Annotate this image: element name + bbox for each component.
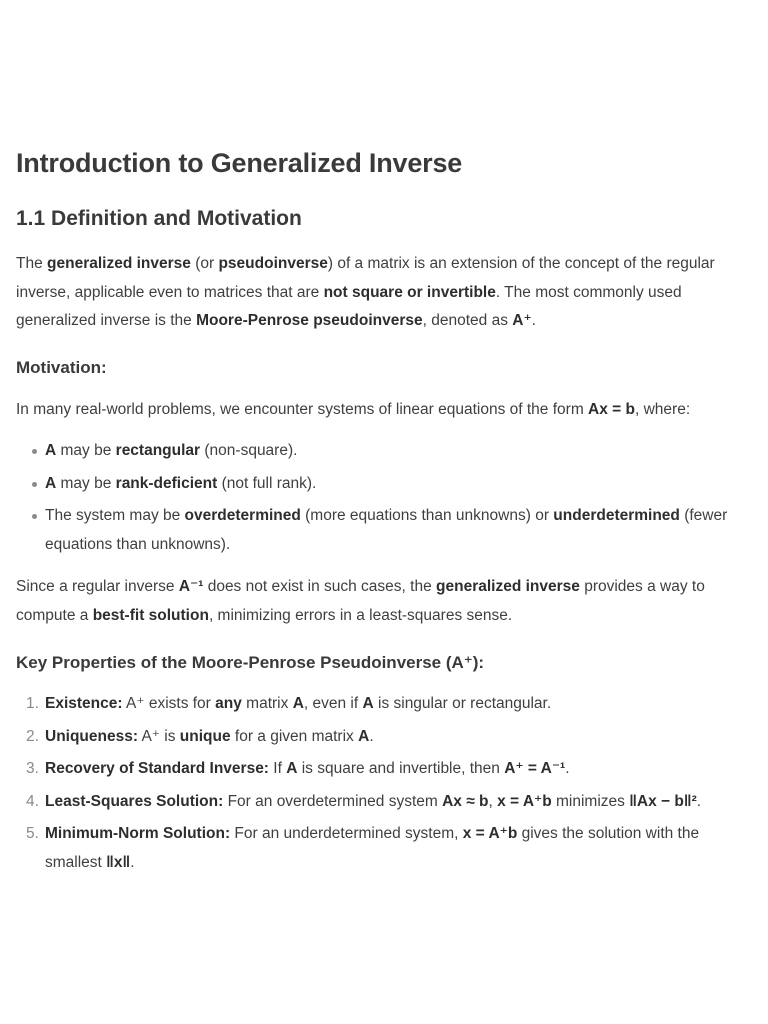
emphasis: generalized inverse bbox=[47, 255, 191, 272]
property-label: Least-Squares Solution: bbox=[45, 792, 224, 810]
text: may be bbox=[56, 474, 116, 492]
emphasis: overdetermined bbox=[184, 507, 301, 524]
emphasis: Ax ≈ b bbox=[442, 792, 489, 810]
text: for a given matrix bbox=[230, 727, 359, 745]
list-item bbox=[16, 690, 768, 719]
text: minimizes bbox=[551, 792, 630, 810]
property-label: Recovery of Standard Inverse: bbox=[45, 760, 269, 777]
emphasis: A bbox=[45, 474, 57, 492]
property-label: Uniqueness: bbox=[45, 727, 139, 745]
list-item-line-1 bbox=[45, 820, 768, 849]
text: ) of a matrix is an extension of the concept of the regular bbox=[327, 255, 715, 272]
closing-line-1 bbox=[16, 573, 705, 602]
text: , even if bbox=[303, 695, 363, 712]
intro-line-2 bbox=[16, 279, 715, 308]
list-item bbox=[16, 437, 768, 466]
text: (or bbox=[190, 255, 219, 272]
text: generalized inverse is the bbox=[16, 312, 197, 329]
list-item bbox=[16, 788, 768, 817]
page-title: Introduction to Generalized Inverse bbox=[16, 148, 463, 178]
text: (not full rank). bbox=[217, 474, 317, 492]
list-number: 3. bbox=[26, 760, 39, 777]
emphasis: unique bbox=[179, 727, 231, 745]
emphasis: best-fit solution bbox=[92, 606, 209, 624]
text: provides a way to bbox=[579, 578, 705, 595]
emphasis: A bbox=[358, 727, 370, 745]
properties-heading: Key Properties of the Moore-Penrose Pseudoinverse (A⁺): bbox=[16, 653, 485, 672]
emphasis: ‖Ax − b‖² bbox=[629, 792, 697, 810]
list-number: 1. bbox=[26, 695, 39, 712]
text: smallest bbox=[45, 853, 107, 871]
text: matrix bbox=[241, 695, 293, 712]
text: compute a bbox=[16, 606, 93, 624]
text: . bbox=[130, 853, 135, 871]
intro-paragraph bbox=[16, 250, 715, 336]
text: For an underdetermined system, bbox=[230, 825, 463, 842]
emphasis: Ax = b bbox=[588, 401, 635, 418]
emphasis: rectangular bbox=[115, 442, 201, 459]
closing-paragraph bbox=[16, 573, 705, 630]
text: (more equations than unknowns) or bbox=[300, 507, 554, 524]
text: , bbox=[488, 792, 498, 810]
emphasis: any bbox=[215, 695, 242, 712]
text: The system may be bbox=[45, 507, 185, 524]
emphasis: x = A⁺b bbox=[462, 825, 518, 842]
section-heading: 1.1 Definition and Motivation bbox=[16, 207, 302, 230]
emphasis: generalized inverse bbox=[436, 578, 580, 595]
emphasis: A⁺ bbox=[512, 312, 532, 329]
list-number: 5. bbox=[26, 825, 39, 842]
text: is singular or rectangular. bbox=[373, 695, 552, 712]
text: (fewer bbox=[679, 507, 728, 524]
emphasis: x = A⁺b bbox=[497, 792, 552, 810]
list-item bbox=[16, 470, 768, 499]
text: (non-square). bbox=[200, 442, 298, 459]
text: In many real-world problems, we encounter systems of linear equations of the form bbox=[16, 401, 589, 418]
document bbox=[16, 145, 768, 871]
text: . bbox=[369, 727, 374, 745]
text: may be bbox=[56, 442, 116, 459]
list-item bbox=[16, 723, 768, 752]
intro-line-1 bbox=[16, 250, 715, 279]
motivation-bullet-list bbox=[16, 437, 768, 559]
emphasis: Moore-Penrose pseudoinverse bbox=[196, 312, 423, 329]
text: , where: bbox=[635, 401, 691, 418]
text: If bbox=[268, 760, 287, 777]
properties-list bbox=[16, 690, 768, 877]
text: For an overdetermined system bbox=[223, 792, 443, 810]
text: . bbox=[696, 792, 702, 810]
text: does not exist in such cases, the bbox=[203, 578, 437, 595]
text: A⁺ exists for bbox=[122, 695, 216, 712]
list-item bbox=[16, 502, 768, 559]
emphasis: A bbox=[292, 695, 304, 712]
emphasis: not square or invertible bbox=[323, 283, 496, 301]
list-item-line-2: equations than unknowns). bbox=[45, 535, 231, 553]
motivation-lead-line bbox=[16, 396, 690, 425]
emphasis: pseudoinverse bbox=[218, 255, 328, 272]
text: , minimizing errors in a least-squares sense. bbox=[208, 606, 513, 624]
text: , denoted as bbox=[422, 312, 513, 329]
emphasis: A⁻¹ bbox=[178, 578, 204, 595]
list-number: 2. bbox=[26, 727, 39, 745]
emphasis: ‖x‖ bbox=[106, 853, 131, 871]
text: The bbox=[16, 255, 48, 272]
emphasis: A bbox=[286, 760, 298, 777]
closing-line-2 bbox=[16, 602, 705, 631]
list-number: 4. bbox=[26, 792, 39, 810]
list-item bbox=[16, 820, 768, 877]
property-label: Existence: bbox=[45, 695, 123, 712]
text: A⁺ is bbox=[138, 727, 180, 745]
list-item bbox=[16, 755, 768, 784]
emphasis: rank-deficient bbox=[115, 474, 218, 492]
list-item-line-1 bbox=[45, 502, 768, 531]
emphasis: underdetermined bbox=[553, 507, 680, 524]
emphasis: A bbox=[45, 442, 57, 459]
text: Since a regular inverse bbox=[16, 578, 179, 595]
text: . The most commonly used bbox=[495, 283, 682, 301]
text: is square and invertible, then bbox=[297, 760, 505, 777]
property-label: Minimum-Norm Solution: bbox=[45, 825, 231, 842]
emphasis: A⁺ = A⁻¹ bbox=[504, 760, 566, 777]
motivation-heading: Motivation: bbox=[16, 358, 107, 377]
intro-line-3 bbox=[16, 307, 715, 336]
text: inverse, applicable even to matrices that are bbox=[16, 283, 324, 301]
text: . bbox=[531, 312, 536, 329]
emphasis: A bbox=[362, 695, 374, 712]
motivation-lead bbox=[16, 396, 690, 425]
list-item-line-2 bbox=[45, 849, 768, 878]
text: . bbox=[565, 760, 570, 777]
text: gives the solution with the bbox=[517, 825, 700, 842]
